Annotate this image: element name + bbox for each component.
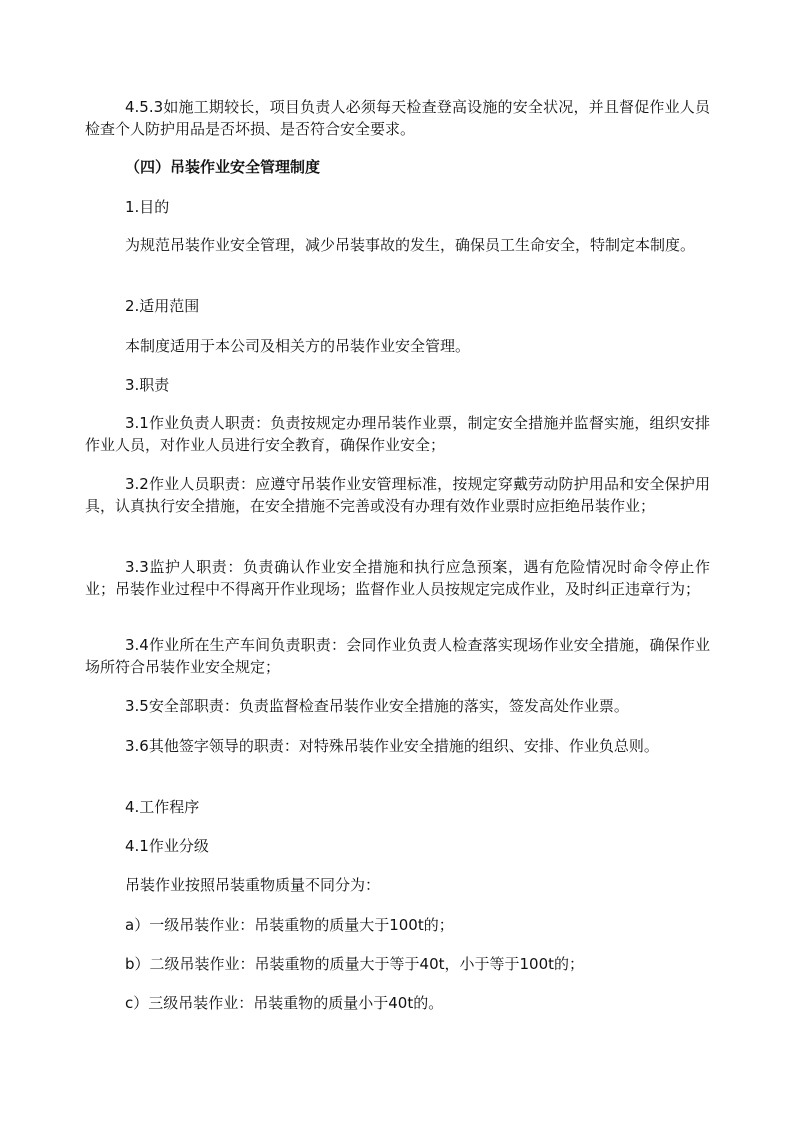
paragraph-3-4: 3.4作业所在生产车间负责职责：会同作业负责人检查落实现场作业安全措施，确保作业场所符合吊装作业安全规定； bbox=[85, 636, 710, 676]
list-item-level-1: a）一级吊装作业：吊装重物的质量大于100t的； bbox=[125, 916, 454, 934]
paragraph-scope: 本制度适用于本公司及相关方的吊装作业安全管理。 bbox=[125, 337, 471, 355]
paragraph-3-5: 3.5安全部职责：负责监督检查吊装作业安全措施的落实，签发高处作业票。 bbox=[125, 697, 629, 715]
heading-responsibilities: 3.职责 bbox=[125, 376, 170, 394]
paragraph-4-5-3: 4.5.3如施工期较长，项目负责人必须每天检查登高设施的安全状况，并且督促作业人员检查个人防护用品是否坏损、是否符合安全要求。 bbox=[85, 98, 710, 138]
section-title: （四）吊装作业安全管理制度 bbox=[125, 158, 321, 176]
paragraph-classification-intro: 吊装作业按照吊装重物质量不同分为： bbox=[125, 876, 381, 894]
paragraph-purpose: 为规范吊装作业安全管理，减少吊装事故的发生，确保员工生命安全，特制定本制度。 bbox=[125, 236, 696, 254]
list-item-level-3: c）三级吊装作业：吊装重物的质量小于40t的。 bbox=[125, 994, 444, 1012]
heading-procedure: 4.工作程序 bbox=[125, 798, 200, 816]
paragraph-3-2: 3.2作业人员职责：应遵守吊装作业安管理标准，按规定穿戴劳动防护用品和安全保护用具，认真执行安全措施，在安全措施不完善或没有办理有效作业票时应拒绝吊装作业； bbox=[85, 475, 710, 515]
heading-classification: 4.1作业分级 bbox=[125, 837, 209, 855]
heading-scope: 2.适用范围 bbox=[125, 297, 200, 315]
paragraph-3-3: 3.3监护人职责：负责确认作业安全措施和执行应急预案，遇有危险情况时命令停止作业；吊装作业过程中不得离开作业现场；监督作业人员按规定完成作业，及时纠正违章行为； bbox=[85, 558, 710, 598]
paragraph-3-1: 3.1作业负责人职责：负责按规定办理吊装作业票，制定安全措施并监督实施，组织安排作业人员，对作业人员进行安全教育，确保作业安全； bbox=[85, 414, 710, 454]
paragraph-3-6: 3.6其他签字领导的职责：对特殊吊装作业安全措施的组织、安排、作业负总则。 bbox=[125, 737, 659, 755]
list-item-level-2: b）二级吊装作业：吊装重物的质量大于等于40t，小于等于100t的； bbox=[125, 955, 585, 973]
heading-purpose: 1.目的 bbox=[125, 198, 170, 216]
